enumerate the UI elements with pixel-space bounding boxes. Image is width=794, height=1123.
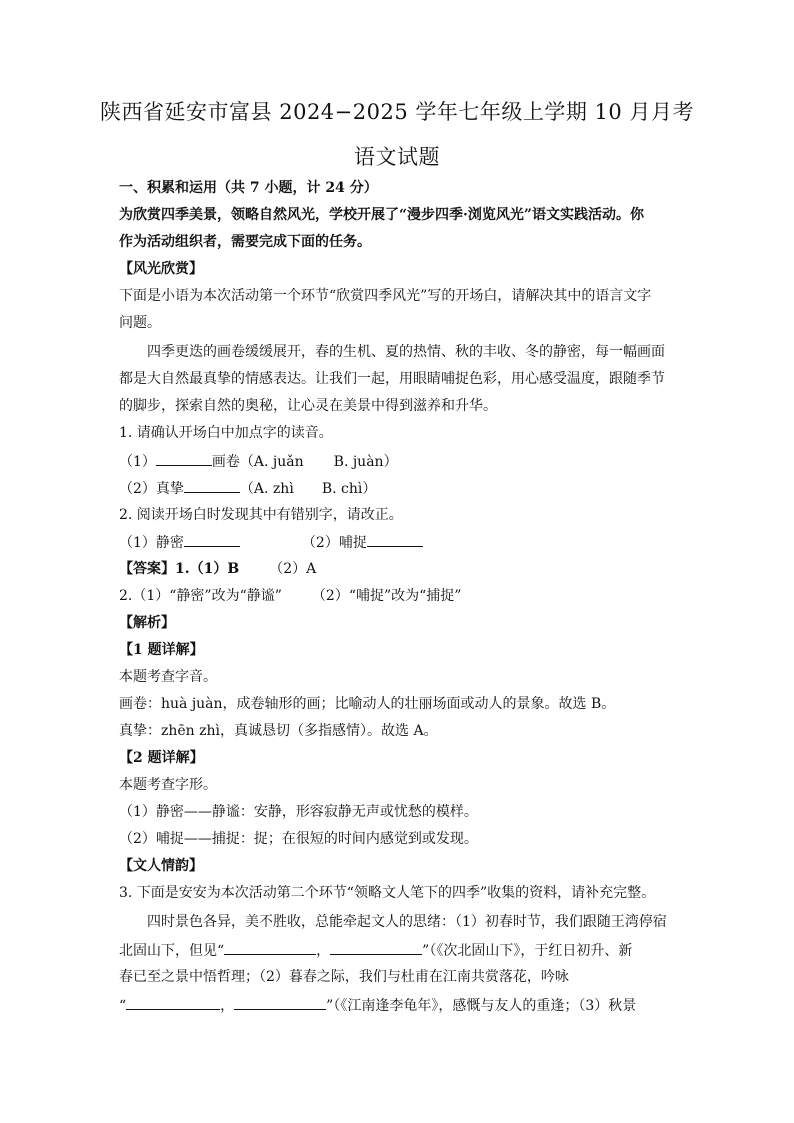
- section-heading: 一、积累和运用（共 7 小题，计 24 分）: [119, 180, 378, 196]
- answer-q2a: 2.（1）“静密”改为“静谧”: [119, 588, 282, 604]
- answer-q2b: （2）“哺捉”改为“捕捉”: [311, 588, 462, 604]
- answer-blank[interactable]: [330, 940, 422, 955]
- q1b-option-b: B. chì）: [321, 481, 377, 497]
- question-2-parts: [119, 532, 423, 553]
- q2b-word: （2）哺捉: [301, 535, 367, 551]
- answer-line-1: [119, 559, 316, 579]
- q3-passage-line-2: [119, 940, 632, 961]
- passage-line-3: 的脚步，探索自然的奥秘，让心灵在美景中得到滋养和升华。: [119, 398, 497, 414]
- question-3-stem: 3. 下面是安安为本次活动第二个环节“领略文人笔下的四季”收集的资料，请补充完整。: [119, 885, 656, 901]
- question-1-part-a: [119, 451, 398, 472]
- q3-passage-line-1: 四时景色各异，美不胜收，总能牵起文人的思绪：（1）初春时节，我们跟随王湾停宿: [147, 914, 667, 930]
- analysis-2-line-3: （2）哺捉——捕捉：捉；在很短的时间内感觉到或发现。: [119, 831, 478, 847]
- document-title: 陕西省延安市富县 2024−2025 学年七年级上学期 10 月月考: [100, 100, 694, 124]
- q3-quote-open: “: [119, 998, 127, 1014]
- analysis-2-line-2: （1）静密——静谧：安静，形容寂静无声或忧愁的模样。: [119, 804, 478, 820]
- question-1-stem: 1. 请确认开场白中加点字的读音。: [119, 425, 333, 441]
- part-tag-scenery: 【风光欣赏】: [119, 261, 203, 277]
- part-tag-literati: 【文人情韵】: [119, 858, 203, 874]
- analysis-sub-2: 【2 题详解】: [119, 750, 204, 766]
- q1a-number: （1）: [119, 454, 156, 470]
- q3-passage-line-3: 春已至之景中悟哲理；（2）暮春之际，我们与杜甫在江南共赏落花，吟咏: [119, 969, 569, 985]
- answer-blank[interactable]: [184, 532, 240, 547]
- q3-comma: ，: [316, 943, 331, 959]
- intro-line-1: 为欣赏四季美景，领略自然风光，学校开展了“漫步四季·浏览风光”语文实践活动。你: [119, 207, 644, 223]
- q3-comma-2: ，: [220, 998, 235, 1014]
- intro-line-2: 作为活动组织者，需要完成下面的任务。: [119, 234, 371, 250]
- answer-blank[interactable]: [156, 451, 212, 466]
- answer-q1a: 【答案】1.（1）B: [119, 561, 240, 577]
- passage-line-2: 都是大自然最真挚的情感表达。让我们一起，用眼睛哺捉色彩，用心感受温度，跟随季节: [119, 371, 665, 387]
- answer-q1b: （2）A: [269, 561, 317, 577]
- answer-blank[interactable]: [367, 532, 423, 547]
- q2a-word: （1）静密: [119, 535, 184, 551]
- part1-desc-2: 问题。: [119, 315, 161, 331]
- passage-line-1: 四季更迭的画卷缓缓展开，春的生机、夏的热情、秋的丰收、冬的静密，每一幅画面: [147, 344, 665, 360]
- answer-blank[interactable]: [126, 995, 220, 1010]
- answer-blank[interactable]: [184, 478, 240, 493]
- part1-desc-1: 下面是小语为本次活动第一个环节“欣赏四季风光”写的开场白，请解决其中的语言文字: [119, 288, 652, 304]
- answer-blank[interactable]: [234, 995, 326, 1010]
- q3-text-a: 北固山下，但见“: [119, 943, 225, 959]
- document-subtitle: 语文试题: [354, 145, 440, 169]
- analysis-1-line-2: 画卷：huà juàn，成卷轴形的画；比喻动人的壮丽场面或动人的景象。故选 B。: [119, 696, 616, 712]
- answer-line-2: [119, 586, 461, 606]
- analysis-1-line-3: 真挚：zhēn zhì，真诚恳切（多指感情）。故选 A。: [119, 723, 438, 739]
- question-2-stem: 2. 阅读开场白时发现其中有错别字，请改正。: [119, 507, 403, 523]
- q3-passage-line-4: [119, 995, 636, 1016]
- q1a-word: 画卷（A. juǎn: [211, 454, 304, 470]
- q3-text-d: ”（《江南逢李龟年》，感慨与友人的重逢；（3）秋景: [326, 998, 637, 1014]
- analysis-2-line-1: 本题考查字形。: [119, 777, 217, 793]
- analysis-sub-1: 【1 题详解】: [119, 642, 204, 658]
- q1a-option-b: B. juàn）: [333, 454, 398, 470]
- q1b-option-a: （A. zhì: [239, 481, 294, 497]
- q3-text-c: ”（《次北固山下》，于红日初升、新: [422, 943, 633, 959]
- analysis-tag: 【解析】: [119, 615, 175, 631]
- answer-blank[interactable]: [224, 940, 316, 955]
- q1b-word: （2）真挚: [119, 481, 184, 497]
- analysis-1-line-1: 本题考查字音。: [119, 669, 217, 685]
- question-1-part-b: [119, 478, 376, 499]
